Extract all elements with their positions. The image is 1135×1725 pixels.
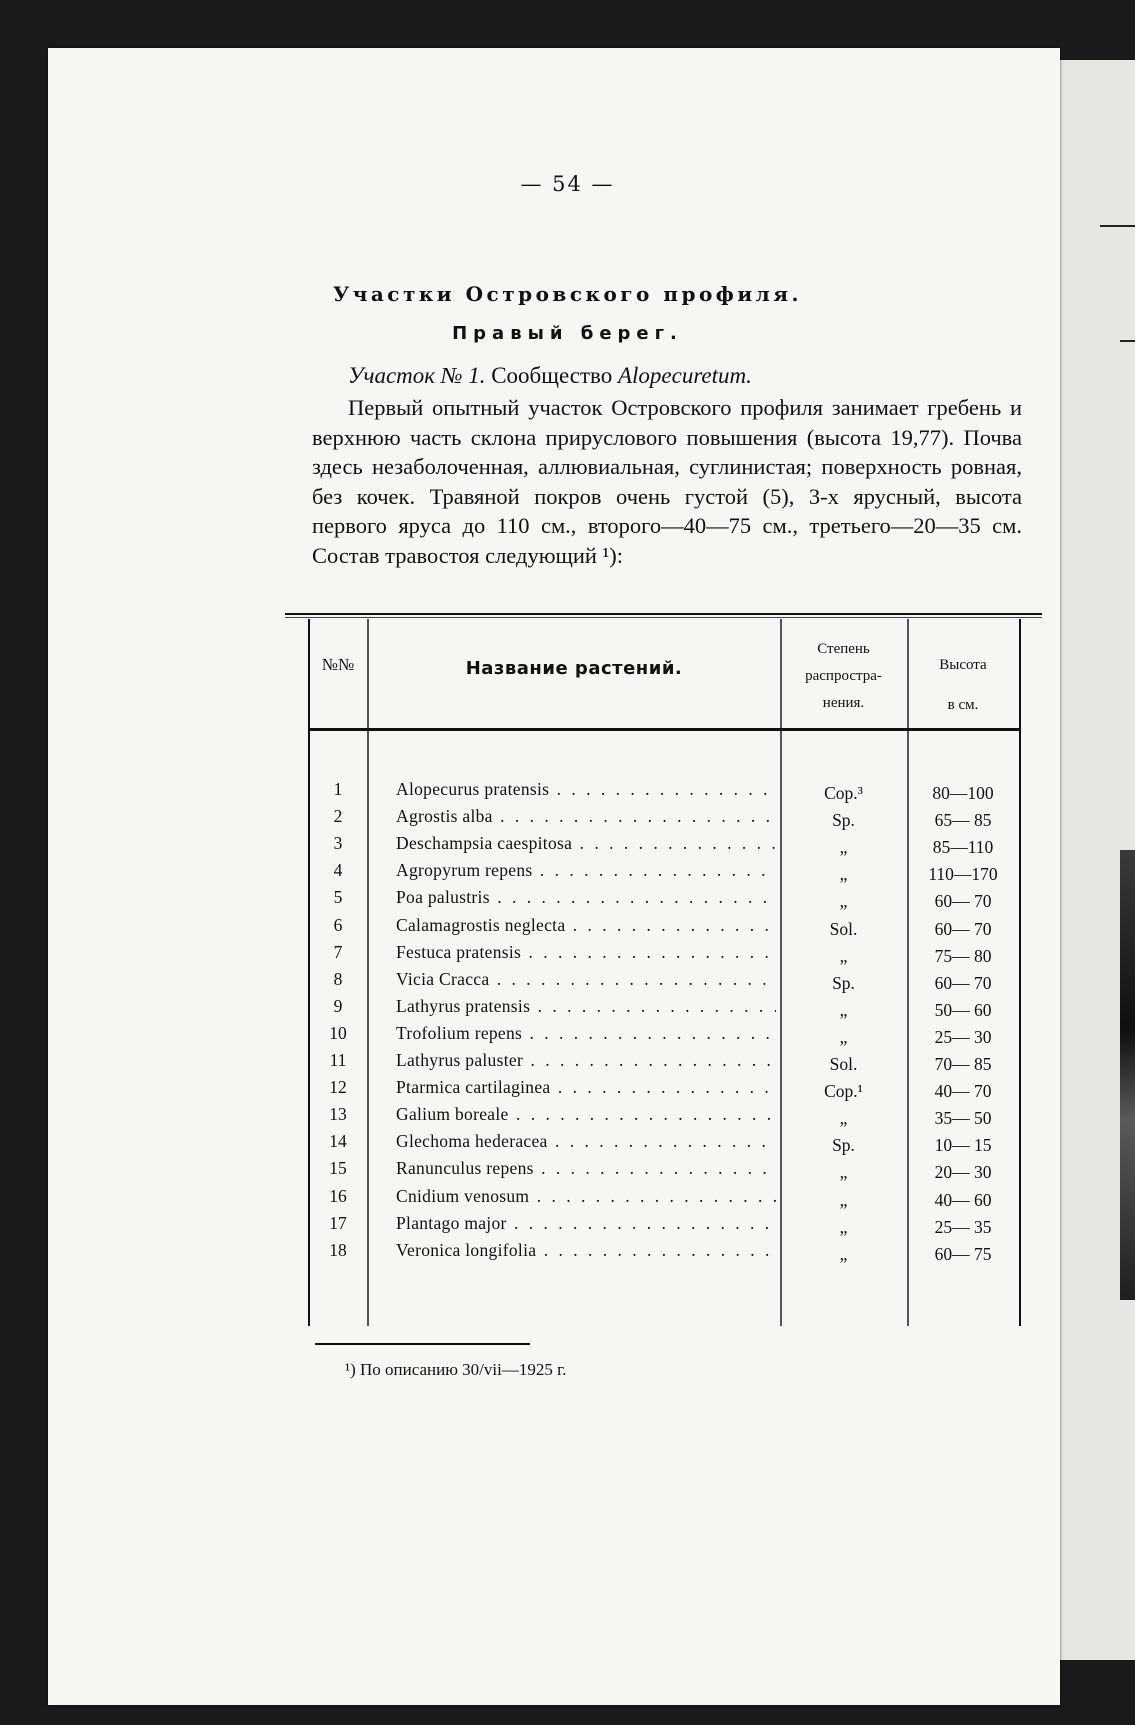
row-number: 9	[333, 995, 343, 1016]
table-row	[308, 942, 1020, 969]
distribution-degree: „	[839, 864, 848, 885]
plant-name: Festuca pratensis . . .	[396, 942, 776, 963]
table-row	[308, 1023, 1020, 1050]
plant-height: 60— 70	[934, 918, 992, 939]
header-degree-line: нения.	[822, 695, 865, 711]
plant-height: 60— 70	[934, 891, 992, 912]
distribution-degree: „	[839, 1243, 848, 1264]
header-plant-name: Название растений.	[465, 658, 683, 679]
header-number: №№	[321, 655, 355, 674]
plant-height: 80—100	[932, 783, 994, 803]
row-number: 18	[329, 1239, 347, 1260]
table-top-rule	[285, 613, 1042, 615]
plant-name: Agrostis alba . . .	[396, 806, 776, 827]
section-heading	[348, 363, 1048, 389]
header-height-line: Высота	[939, 657, 987, 673]
header-degree-line: распростра-	[805, 668, 882, 684]
section-label: Участок № 1.	[348, 363, 486, 388]
row-number: 11	[329, 1050, 347, 1070]
distribution-degree: Sol.	[829, 1054, 858, 1074]
plant-name: Vicia Cracca . . .	[396, 969, 776, 990]
page-title: Участки Островского профиля.	[332, 282, 803, 306]
header-height-line: в см.	[947, 697, 979, 713]
row-number: 14	[329, 1131, 347, 1152]
plant-name: Calamagrostis neglecta . . .	[396, 915, 776, 936]
distribution-degree: „	[839, 891, 848, 912]
plant-name: Veronica longifolia . . .	[396, 1240, 776, 1261]
table-row	[308, 1077, 1020, 1104]
distribution-degree: „	[839, 1162, 848, 1183]
plant-name: Ranunculus repens . . .	[396, 1158, 776, 1179]
plant-name: Deschampsia caespitosa . . .	[396, 833, 776, 854]
table-row	[308, 1131, 1020, 1158]
plant-height: 40— 70	[934, 1081, 992, 1102]
plant-height: 110—170	[928, 864, 998, 885]
table-row	[308, 1213, 1020, 1240]
table-row	[308, 915, 1020, 942]
plant-height: 10— 15	[934, 1135, 992, 1156]
plant-name: Lathyrus pratensis . . .	[396, 996, 776, 1017]
plant-height: 65— 85	[934, 810, 992, 831]
section-community: Alopecuretum.	[617, 363, 752, 388]
distribution-degree: „	[839, 837, 848, 858]
footnote-rule	[315, 1343, 530, 1345]
plant-height: 25— 30	[934, 1026, 992, 1047]
row-number: 4	[333, 860, 343, 881]
distribution-degree: Sol.	[829, 918, 858, 939]
table-row	[308, 806, 1020, 833]
row-number: 13	[329, 1104, 347, 1125]
distribution-degree: „	[839, 999, 848, 1020]
plant-height: 35— 50	[934, 1108, 992, 1129]
plant-height: 70— 85	[934, 1054, 992, 1074]
table-row	[308, 833, 1020, 860]
plant-name: Galium boreale . . .	[396, 1104, 776, 1125]
table-row	[308, 860, 1020, 887]
plant-height: 40— 60	[934, 1189, 992, 1210]
distribution-degree: „	[839, 1108, 848, 1129]
distribution-degree: Sp.	[832, 972, 855, 993]
table-header-rule	[308, 728, 1020, 731]
page-subtitle: Правый берег.	[452, 323, 683, 344]
plant-height: 50— 60	[934, 999, 992, 1020]
plant-name: Plantago major . . .	[396, 1213, 776, 1234]
row-number: 15	[329, 1158, 347, 1179]
distribution-degree: Cop.³	[824, 783, 863, 803]
table-row	[308, 996, 1020, 1023]
table-row	[308, 1240, 1020, 1267]
table-row	[308, 779, 1020, 806]
page-number: — 54 —	[520, 172, 615, 196]
header-degree	[780, 636, 907, 717]
distribution-degree: „	[839, 945, 848, 966]
row-number: 1	[333, 779, 343, 799]
description-paragraph: Первый опытный участок Островского профиля занимает гребень и верхнюю часть склона прируслового повышения (высота 19,77). Почва здесь незаболоченная, аллювиальная, суглинистая; поверхность ровная, без кочек. Травяной покров очень густой (5), 3-х ярусный, высота первого яруса до 110 см., второго—40—75 см., третьего—20—35 см. Состав травостоя следующий ¹):	[312, 395, 1022, 568]
plant-name: Lathyrus paluster . . .	[396, 1050, 776, 1071]
footnote: ¹) По описанию 30/vii—1925 г.	[345, 1360, 567, 1379]
plant-name: Ptarmica cartilaginea . . .	[396, 1077, 776, 1098]
table-row	[308, 1186, 1020, 1213]
row-number: 12	[329, 1077, 347, 1098]
distribution-degree: Cop.¹	[824, 1081, 863, 1102]
table-row	[308, 1104, 1020, 1131]
plant-height: 60— 70	[934, 972, 992, 993]
plant-name: Glechoma hederacea . . .	[396, 1131, 776, 1152]
distribution-degree: „	[839, 1026, 848, 1047]
plant-height: 60— 75	[934, 1243, 992, 1264]
plant-name: Trofolium repens . . .	[396, 1023, 776, 1044]
plant-height: 25— 35	[934, 1216, 992, 1237]
plant-height: 20— 30	[934, 1162, 992, 1183]
plant-name: Alopecurus pratensis . . .	[396, 779, 776, 800]
row-number: 3	[333, 833, 343, 854]
row-number: 17	[329, 1212, 347, 1233]
header-height	[907, 645, 1019, 725]
table-top-rule	[285, 617, 1042, 618]
row-number: 5	[333, 887, 343, 908]
section-community-prefix: Сообщество	[491, 363, 613, 388]
distribution-degree: Sp.	[832, 810, 855, 831]
plant-name: Poa palustris . . .	[396, 887, 776, 908]
row-number: 10	[329, 1022, 347, 1043]
distribution-degree: Sp.	[832, 1135, 855, 1156]
row-number: 6	[333, 914, 343, 935]
row-number: 8	[333, 968, 343, 989]
row-number: 16	[329, 1185, 347, 1206]
adjacent-page-rule	[1100, 225, 1135, 227]
table-row	[308, 1050, 1020, 1077]
table-row	[308, 969, 1020, 996]
distribution-degree: „	[839, 1189, 848, 1210]
row-number: 7	[333, 941, 343, 962]
header-degree-line: Степень	[817, 641, 870, 657]
plant-height: 85—110	[932, 837, 994, 858]
plant-name: Cnidium venosum . . .	[396, 1186, 776, 1207]
distribution-degree: „	[839, 1216, 848, 1237]
plant-height: 75— 80	[934, 945, 992, 966]
plant-name: Agropyrum repens . . .	[396, 860, 776, 881]
table-row	[308, 887, 1020, 914]
row-number: 2	[333, 806, 343, 827]
adjacent-page-photo	[1120, 850, 1135, 1300]
table-row	[308, 1158, 1020, 1185]
